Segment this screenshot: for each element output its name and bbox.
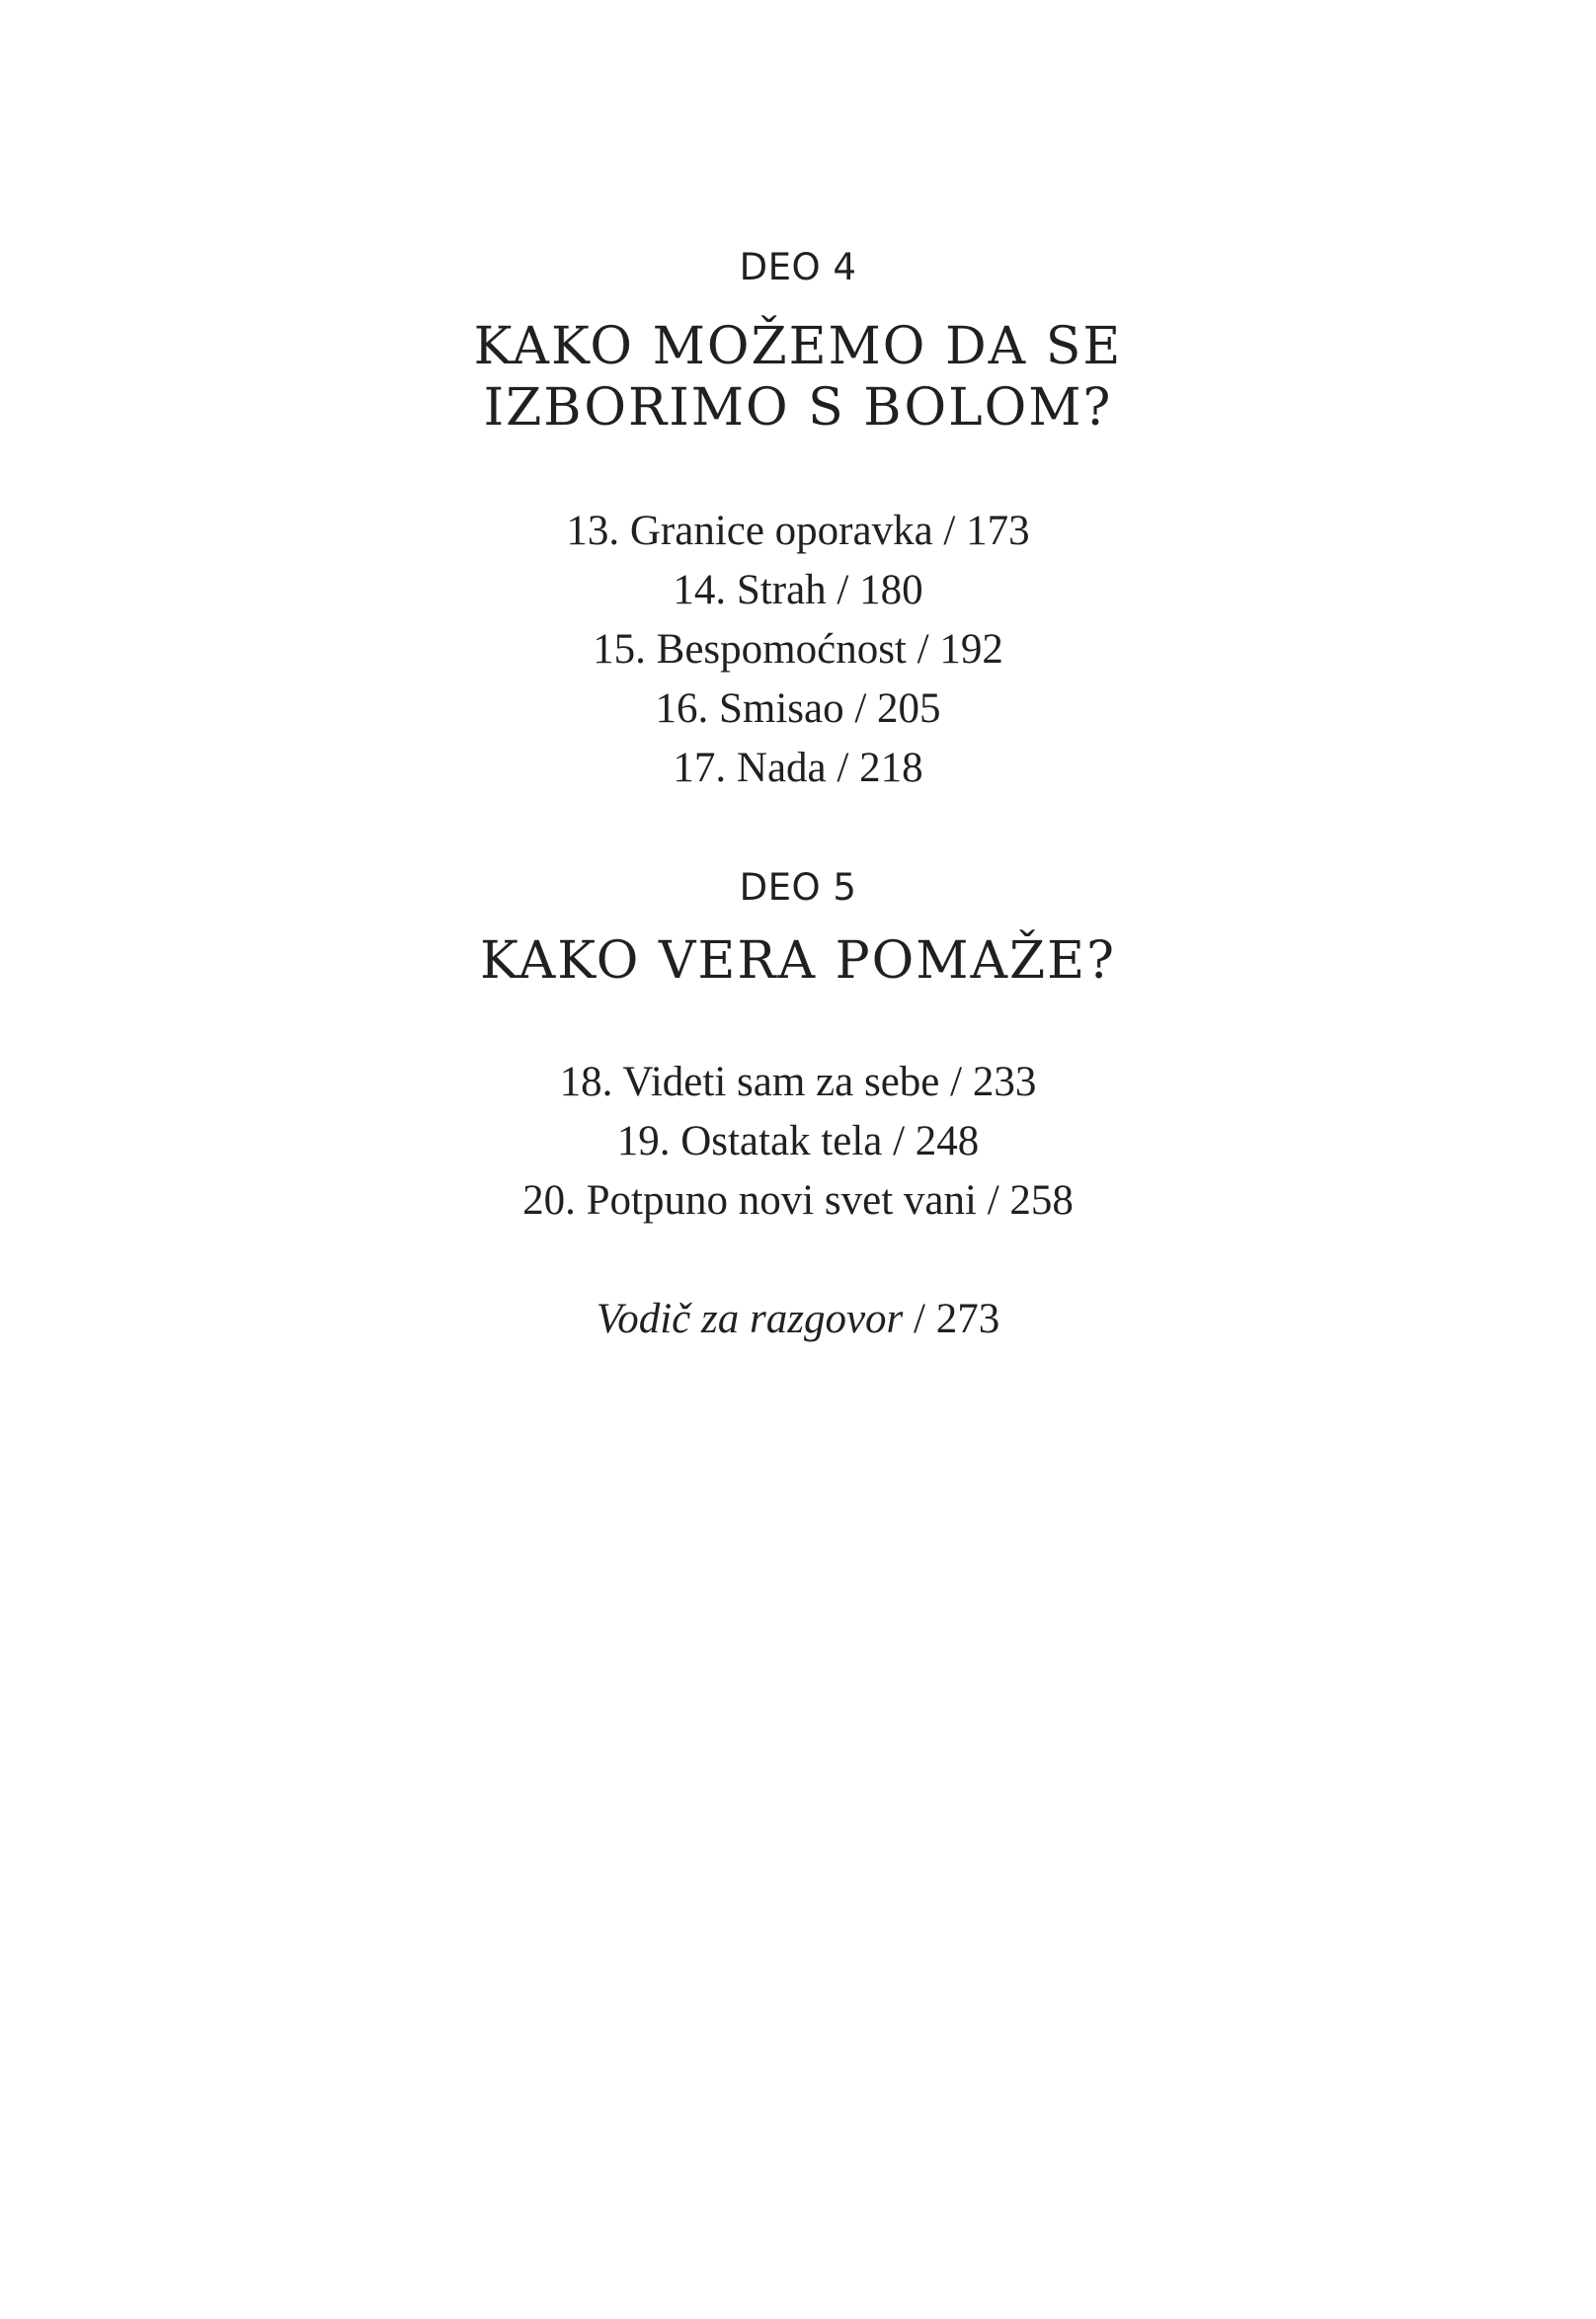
conversation-guide-page: / 273	[903, 1296, 1000, 1342]
part-4-label: DEO 4	[739, 246, 857, 288]
chapter-14-entry[interactable]: 14. Strah / 180	[673, 567, 923, 613]
chapter-18-entry[interactable]: 18. Videti sam za sebe / 233	[559, 1059, 1037, 1105]
part-5-chapter-list	[0, 1053, 1596, 1231]
part-5-title-line-1: KAKO VERA POMAŽE?	[479, 931, 1117, 991]
chapter-15-entry[interactable]: 15. Bespomoćnost / 192	[593, 626, 1003, 673]
part-5-title	[0, 930, 1596, 992]
chapter-19-entry[interactable]: 19. Ostatak tela / 248	[616, 1118, 980, 1164]
chapter-13-entry[interactable]: 13. Granice oporavka / 173	[566, 508, 1030, 554]
chapter-20-entry[interactable]: 20. Potpuno novi svet vani / 258	[522, 1177, 1074, 1224]
chapter-16-entry[interactable]: 16. Smisao / 205	[655, 685, 941, 732]
part-4-chapter-list	[0, 502, 1596, 798]
chapter-17-entry[interactable]: 17. Nada / 218	[673, 745, 923, 791]
part-4-title-line-2: IZBORIMO S BOLOM?	[483, 378, 1113, 438]
part-4-title	[0, 316, 1596, 439]
conversation-guide-title: Vodič za razgovor	[596, 1296, 904, 1342]
part-4-title-line-1: KAKO MOŽEMO DA SE	[473, 317, 1123, 376]
conversation-guide-entry[interactable]	[0, 1290, 1596, 1349]
part-5-label: DEO 5	[739, 866, 857, 909]
